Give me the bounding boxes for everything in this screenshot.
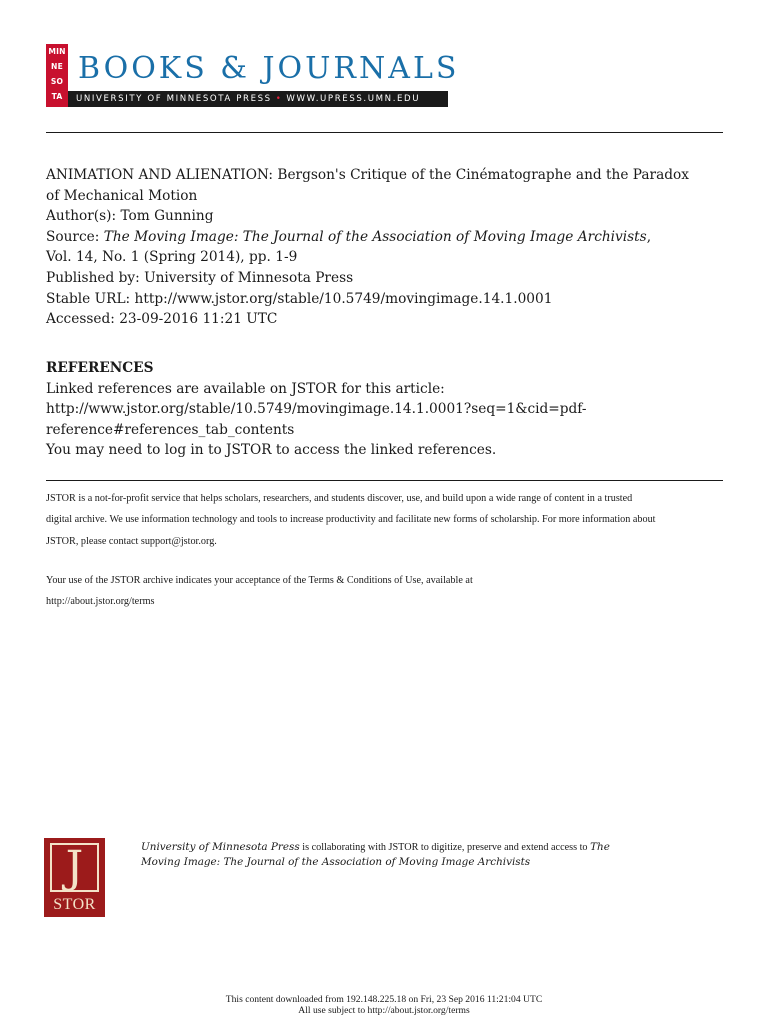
author-name: Tom Gunning (120, 208, 214, 225)
logo-letters-2: NE (51, 62, 63, 71)
terms-notice (46, 570, 726, 613)
press-name-bar (68, 91, 448, 107)
collab-journal: Moving Image: The Journal of the Association of Moving Image Archivists (141, 856, 531, 868)
source-label: Source: (46, 228, 100, 245)
notice-line-1: JSTOR is a not-for-profit service that helps scholars, researchers, and students discover, use, and build upon a wide range of content in a trusted (46, 493, 633, 504)
download-footer (0, 995, 768, 1016)
author-label: Author(s): (46, 208, 117, 225)
publisher-line (46, 268, 736, 289)
umn-press-logo-block (46, 44, 68, 107)
logo-letters-4: TA (51, 92, 63, 101)
source-comma: , (646, 228, 652, 245)
references-link-line-1[interactable]: http://www.jstor.org/stable/10.5749/movingimage.14.1.0001?seq=1&cid=pdf- (46, 401, 587, 418)
jstor-j-frame (50, 843, 99, 892)
references-login-note: You may need to log in to JSTOR to access the linked references. (46, 442, 497, 459)
published-label: Published by: (46, 269, 140, 286)
stable-url-link[interactable]: http://www.jstor.org/stable/10.5749/movingimage.14.1.0001 (134, 290, 553, 307)
jstor-notice (46, 488, 726, 552)
terms-link[interactable]: http://about.jstor.org/terms (46, 596, 155, 608)
collaboration-note (141, 840, 731, 870)
collab-middle: is collaborating with JSTOR to digitize, preserve and extend access to (299, 842, 591, 853)
cover-info (46, 165, 736, 330)
publisher-name: University of Minnesota Press (144, 269, 354, 286)
article-title-line-2: of Mechanical Motion (46, 187, 198, 204)
jstor-logo (44, 838, 105, 917)
article-title-line-1: ANIMATION AND ALIENATION: Bergson's Critique of the Cinématographe and the Paradox (46, 167, 689, 183)
collab-line-2 (141, 855, 731, 870)
collab-journal-start: The (590, 841, 610, 853)
top-divider (46, 132, 723, 133)
references-section (46, 358, 736, 461)
source-journal: The Moving Image: The Journal of the Association of Moving Image Archivists (103, 228, 647, 245)
footer-line-2: All use subject to http://about.jstor.org/terms (298, 1004, 470, 1016)
source-line (46, 227, 736, 248)
bullet-icon: • (275, 94, 283, 104)
source-volume: Vol. 14, No. 1 (Spring 2014), pp. 1-9 (46, 249, 298, 266)
references-heading: REFERENCES (46, 360, 154, 376)
press-bar-text (76, 93, 420, 105)
collab-publisher: University of Minnesota Press (141, 841, 300, 853)
books-journals-title: BOOKS & JOURNALS (78, 51, 460, 86)
notice-line-2: digital archive. We use information technology and tools to increase productivity and facilitate new forms of scholarship. For more information about (46, 514, 656, 526)
references-line-1: Linked references are available on JSTOR for this article: (46, 380, 445, 397)
jstor-j-icon: J (65, 842, 84, 893)
logo-letters-1: MIN (48, 47, 66, 56)
notice-line-3: JSTOR, please contact support@jstor.org. (46, 535, 217, 547)
terms-line-1: Your use of the JSTOR archive indicates your acceptance of the Terms & Conditions of Use, available at (46, 575, 473, 586)
middle-divider (46, 480, 723, 481)
author-line (46, 206, 736, 227)
accessed-line (46, 309, 736, 330)
accessed-date: 23-09-2016 11:21 UTC (119, 311, 278, 328)
collab-line-1 (141, 840, 731, 855)
stable-url-label: Stable URL: (46, 290, 131, 307)
accessed-label: Accessed: (46, 311, 115, 328)
references-link-line-2[interactable]: reference#references_tab_contents (46, 421, 295, 438)
logo-letters-3: SO (50, 77, 64, 86)
footer-line-1: This content downloaded from 192.148.225.18 on Fri, 23 Sep 2016 11:21:04 UTC (225, 994, 543, 1005)
stable-url-line (46, 289, 736, 310)
press-name: UNIVERSITY OF MINNESOTA PRESS (76, 94, 272, 104)
press-url[interactable]: WWW.UPRESS.UMN.EDU (286, 94, 421, 104)
jstor-wordmark: STOR (53, 896, 96, 913)
